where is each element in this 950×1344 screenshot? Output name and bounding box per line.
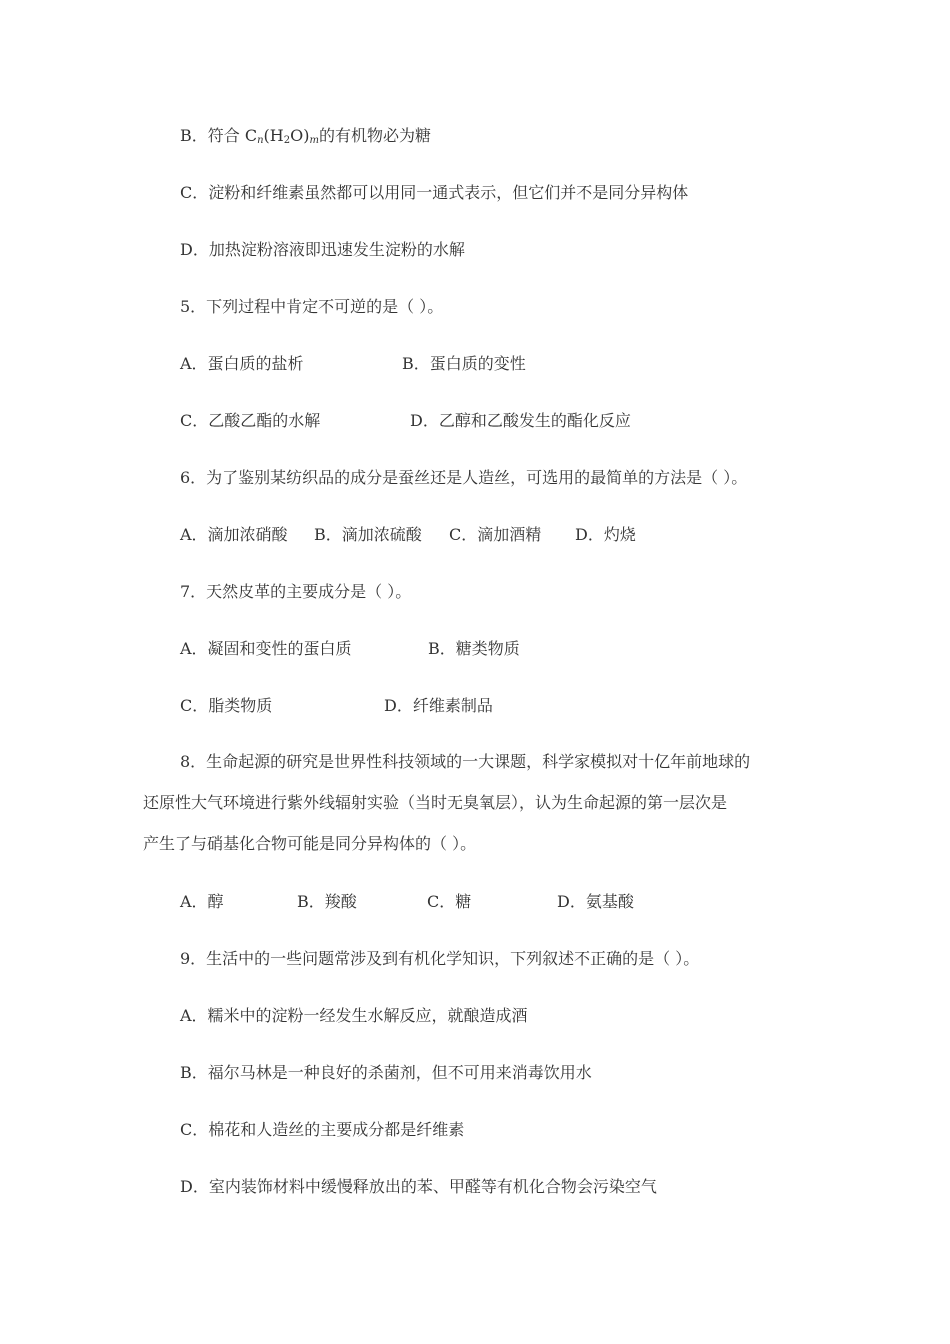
q9-option-d: D．室内装饰材料中缓慢释放出的苯、甲醛等有机化合物会污染空气 [180, 1177, 657, 1196]
q4-option-c: C．淀粉和纤维素虽然都可以用同一通式表示，但它们并不是同分异构体 [180, 183, 689, 202]
q7-option-d: D．纤维素制品 [384, 696, 493, 715]
subscript-m: m [309, 135, 319, 146]
q6-stem: 6．为了鉴别某纺织品的成分是蚕丝还是人造丝，可选用的最简单的方法是（ ）。 [180, 468, 748, 487]
q8-options-row [180, 891, 780, 913]
q6-option-a: A．滴加浓硝酸 [180, 525, 288, 544]
q8-option-d: D．氨基酸 [557, 892, 634, 911]
q6-option-c: C．滴加酒精 [449, 525, 542, 544]
q4-option-b [180, 125, 431, 147]
q4-option-b-prefix: B．符合 C [180, 126, 258, 145]
q7-option-a: A．凝固和变性的蛋白质 [180, 639, 352, 658]
q4-option-b-mid2: O) [290, 126, 310, 145]
q5-option-a: A．蛋白质的盐析 [180, 354, 304, 373]
q9-stem: 9．生活中的一些问题常涉及到有机化学知识，下列叙述不正确的是（ ）。 [180, 949, 700, 968]
q5-option-b: B．蛋白质的变性 [402, 354, 526, 373]
q7-options-row1 [180, 638, 780, 660]
q8-option-c: C．糖 [427, 892, 472, 911]
q6-options-row [180, 524, 780, 546]
q8-stem-line3: 产生了与硝基化合物可能是同分异构体的（ ）。 [143, 834, 477, 853]
q8-option-b: B．羧酸 [297, 892, 357, 911]
q6-option-d: D．灼烧 [575, 525, 636, 544]
q4-option-b-mid: (H [263, 126, 284, 145]
q5-option-c: C．乙酸乙酯的水解 [180, 411, 321, 430]
q4-option-b-suffix: 的有机物必为糖 [318, 126, 431, 145]
q5-option-d: D．乙醇和乙酸发生的酯化反应 [410, 411, 631, 430]
subscript-2: 2 [283, 135, 291, 146]
q5-options-row2 [180, 410, 780, 432]
q7-option-c: C．脂类物质 [180, 696, 273, 715]
subscript-n: n [257, 135, 264, 146]
q7-stem: 7．天然皮革的主要成分是（ ）。 [180, 582, 412, 601]
q7-option-b: B．糖类物质 [428, 639, 520, 658]
q7-options-row2 [180, 695, 780, 717]
q9-option-b: B．福尔马林是一种良好的杀菌剂，但不可用来消毒饮用水 [180, 1063, 592, 1082]
q8-option-a: A．醇 [180, 892, 224, 911]
q9-option-a: A．糯米中的淀粉一经发生水解反应，就酿造成酒 [180, 1006, 528, 1025]
q5-options-row1 [180, 353, 780, 375]
q8-stem-line2: 还原性大气环境进行紫外线辐射实验（当时无臭氧层），认为生命起源的第一层次是 [143, 793, 728, 812]
q5-stem: 5．下列过程中肯定不可逆的是（ ）。 [180, 297, 444, 316]
q8-stem-line1: 8．生命起源的研究是世界性科技领域的一大课题，科学家模拟对十亿年前地球的 [180, 752, 751, 771]
q4-option-d: D．加热淀粉溶液即迅速发生淀粉的水解 [180, 240, 465, 259]
q9-option-c: C．棉花和人造丝的主要成分都是纤维素 [180, 1120, 465, 1139]
q6-option-b: B．滴加浓硫酸 [314, 525, 422, 544]
